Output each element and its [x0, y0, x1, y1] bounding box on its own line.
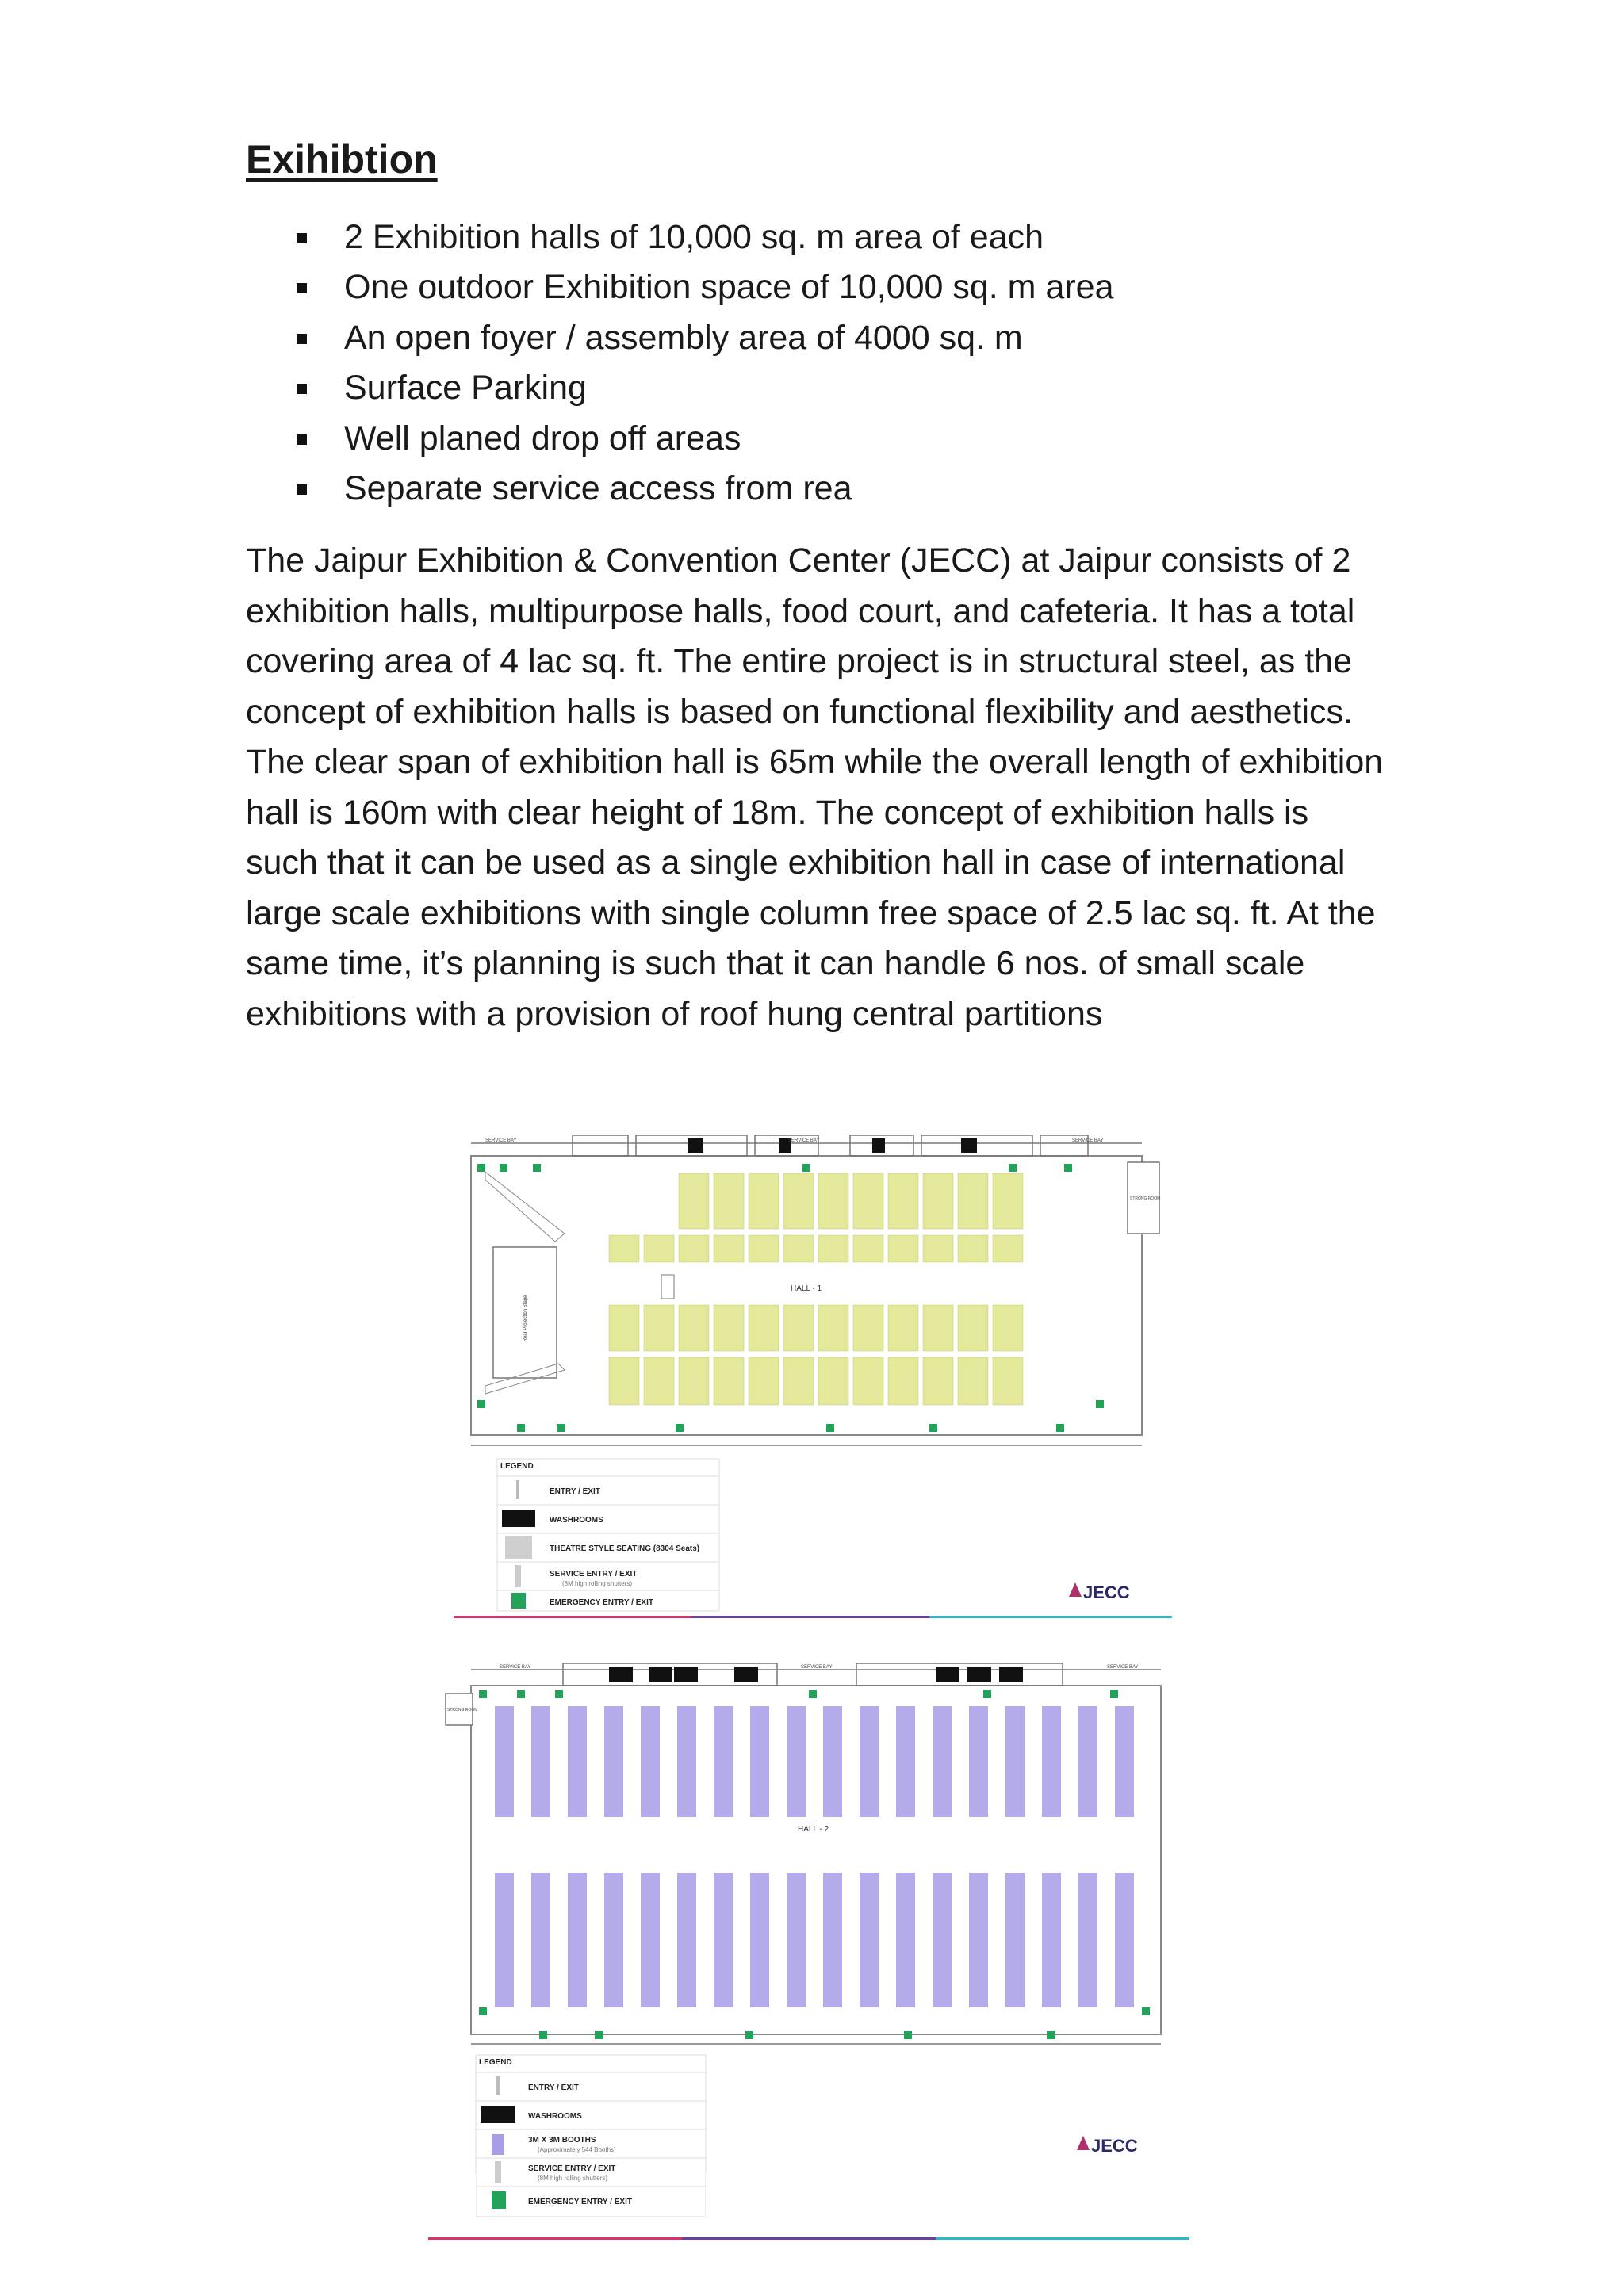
seat-block — [888, 1173, 918, 1229]
emergency-exit-icon — [676, 1424, 684, 1432]
booth-row — [787, 1873, 806, 2007]
booth-icon — [492, 2134, 504, 2155]
seat-block — [679, 1235, 709, 1262]
booth-row — [750, 1706, 769, 1817]
booth-row — [714, 1706, 733, 1817]
seat-block — [679, 1173, 709, 1229]
list-item: One outdoor Exhibition space of 10,000 sq. m area — [297, 262, 1114, 312]
seat-block — [749, 1173, 779, 1229]
seat-block — [749, 1305, 779, 1351]
booth-row — [641, 1873, 660, 2007]
service-bay-label: SERVICE BAY — [500, 1665, 531, 1670]
emergency-exit-icon — [904, 2031, 912, 2039]
legend-item-note: (Approximately 544 Booths) — [538, 2146, 616, 2153]
booth-row — [860, 1873, 879, 2007]
seat-block — [609, 1357, 639, 1405]
seat-block — [749, 1357, 779, 1405]
emergency-exit-icon — [555, 1690, 563, 1698]
booth-row — [933, 1706, 952, 1817]
legend — [497, 1459, 719, 1611]
legend-item-label: ENTRY / EXIT — [550, 1487, 600, 1496]
seat-block — [923, 1173, 953, 1229]
booth-row — [1078, 1873, 1097, 2007]
booth-row — [969, 1873, 988, 2007]
booth-row — [677, 1706, 696, 1817]
legend-item-label: EMERGENCY ENTRY / EXIT — [550, 1598, 653, 1607]
booth-row — [1115, 1706, 1134, 1817]
seat-block — [609, 1235, 639, 1262]
seat-block — [714, 1305, 744, 1351]
seat-block — [853, 1173, 883, 1229]
service-bay-label: SERVICE BAY — [788, 1138, 820, 1143]
seat-block — [958, 1357, 988, 1405]
seat-block — [993, 1305, 1023, 1351]
booth-row — [860, 1706, 879, 1817]
booth-row — [531, 1706, 550, 1817]
booth-row — [714, 1873, 733, 2007]
seat-block — [853, 1305, 883, 1351]
booth-row — [1005, 1873, 1025, 2007]
emergency-exit-icon — [557, 1424, 565, 1432]
emergency-exit-icon — [533, 1164, 541, 1172]
seat-block — [749, 1235, 779, 1262]
booth-row — [568, 1873, 587, 2007]
booth-row — [677, 1873, 696, 2007]
jecc-logo — [1077, 2136, 1138, 2156]
booth-row — [568, 1706, 587, 1817]
service-bay-label: SERVICE BAY — [485, 1138, 517, 1143]
emergency-exit-icon — [1047, 2031, 1055, 2039]
seat-block — [679, 1357, 709, 1405]
emergency-exit-icon — [539, 2031, 547, 2039]
booth-row — [531, 1873, 550, 2007]
legend-title: LEGEND — [479, 2058, 512, 2067]
seat-block — [993, 1235, 1023, 1262]
legend-item-label: EMERGENCY ENTRY / EXIT — [528, 2198, 632, 2206]
booth-rows — [495, 1706, 1134, 2007]
legend-item-label: WASHROOMS — [528, 2112, 582, 2121]
booth-row — [1005, 1706, 1025, 1817]
emergency-exit-icon — [745, 2031, 753, 2039]
legend — [476, 2055, 706, 2174]
seat-block — [888, 1305, 918, 1351]
booth-row — [823, 1706, 842, 1817]
list-item: Well planed drop off areas — [297, 414, 1114, 464]
hall-label: HALL - 2 — [798, 1825, 829, 1834]
emergency-exit-icon — [929, 1424, 937, 1432]
booth-row — [896, 1873, 915, 2007]
booth-row — [1115, 1873, 1134, 2007]
emergency-exit-icon — [477, 1400, 485, 1408]
emergency-exit-icon — [1096, 1400, 1104, 1408]
emergency-exit-icon — [983, 1690, 991, 1698]
seat-block — [993, 1173, 1023, 1229]
emergency-exit-icon — [479, 1690, 487, 1698]
legend-item-label: THEATRE STYLE SEATING (8304 Seats) — [550, 1544, 700, 1553]
seat-block — [958, 1235, 988, 1262]
hall-2-rule — [428, 2237, 1189, 2240]
strong-room-label: STRONG ROOM — [447, 1708, 478, 1712]
booth-row — [896, 1706, 915, 1817]
legend-item-label: SERVICE ENTRY / EXIT — [550, 1570, 638, 1578]
seat-block — [923, 1305, 953, 1351]
emergency-exit-icon — [479, 2007, 487, 2015]
emergency-exit-icon — [492, 2191, 506, 2209]
list-item: Surface Parking — [297, 363, 1114, 413]
section-heading: Exihibtion — [246, 137, 438, 182]
seat-block — [818, 1305, 848, 1351]
seat-block — [644, 1235, 674, 1262]
description-paragraph: The Jaipur Exhibition & Convention Center (JECC) at Jaipur consists of 2 exhibition halls, multipurpose halls, food court, and cafeteria. It has a total covering area of 4 lac sq. ft. The entire project is in structural steel, as the concept of exhibition halls is based on functional flexibility and aesthetics. The clear span of exhibition hall is 65m while the overall length of exhibition hall is 160m with clear height of 18m. The concept of exhibition halls is such that it can be used as a single exhibition hall in case of international large scale exhibitions with single column free space of 2.5 lac sq. ft. At the same time, it’s planning is such that it can handle 6 nos. of small scale exhibitions with a provision of roof hung central partitions — [246, 541, 1384, 1033]
legend-item-label: 3M X 3M BOOTHS — [528, 2136, 596, 2145]
service-bay-label: SERVICE BAY — [1107, 1665, 1139, 1670]
seat-block — [644, 1357, 674, 1405]
emergency-exit-icon — [477, 1164, 485, 1172]
legend-item-note: (8M high rolling shutters) — [562, 1580, 633, 1587]
booth-row — [495, 1706, 514, 1817]
legend-item-label: SERVICE ENTRY / EXIT — [528, 2164, 616, 2173]
seat-block — [679, 1305, 709, 1351]
legend-item-label: WASHROOMS — [550, 1516, 603, 1525]
booth-row — [823, 1873, 842, 2007]
emergency-exit-icon — [1064, 1164, 1072, 1172]
booth-row — [641, 1706, 660, 1817]
seat-block — [714, 1173, 744, 1229]
seat-block — [888, 1357, 918, 1405]
washroom-icon — [688, 1138, 977, 1153]
seat-block — [644, 1305, 674, 1351]
seat-block — [923, 1357, 953, 1405]
booth-row — [604, 1873, 623, 2007]
hall-2-floor-plan — [428, 1659, 1189, 2174]
emergency-exit-icon — [1142, 2007, 1150, 2015]
seat-block — [818, 1357, 848, 1405]
seat-block — [609, 1305, 639, 1351]
seat-block — [783, 1235, 814, 1262]
jecc-logo — [1069, 1582, 1130, 1602]
emergency-exit-icon — [595, 2031, 603, 2039]
features-list — [297, 212, 1114, 514]
emergency-exit-icon — [517, 1424, 525, 1432]
service-bay-label: SERVICE BAY — [801, 1665, 833, 1670]
service-entry-icon — [515, 1565, 521, 1587]
seat-block — [853, 1357, 883, 1405]
seat-block — [818, 1173, 848, 1229]
washroom-icon — [502, 1510, 535, 1527]
seat-block — [888, 1235, 918, 1262]
legend-item-note: (8M high rolling shutters) — [538, 2175, 608, 2182]
booth-row — [787, 1706, 806, 1817]
legend-item-label: ENTRY / EXIT — [528, 2084, 579, 2092]
hall-2-legend-lower — [476, 2158, 706, 2217]
seating-icon — [505, 1536, 532, 1559]
emergency-exit-icon — [809, 1690, 817, 1698]
emergency-exit-icon — [517, 1690, 525, 1698]
booth-row — [1042, 1873, 1061, 2007]
booth-row — [969, 1706, 988, 1817]
logo-text: JECC — [1083, 1582, 1130, 1602]
seat-block — [923, 1235, 953, 1262]
seat-block — [993, 1357, 1023, 1405]
booth-row — [604, 1706, 623, 1817]
emergency-exit-icon — [1056, 1424, 1064, 1432]
strong-room-label: STRONG ROOM — [1130, 1196, 1161, 1201]
booth-row — [1078, 1706, 1097, 1817]
emergency-exit-icon — [500, 1164, 508, 1172]
washroom-icon — [481, 2106, 515, 2123]
seat-block — [958, 1173, 988, 1229]
booth-row — [933, 1873, 952, 2007]
booth-row — [1042, 1706, 1061, 1817]
entry-exit-icon — [516, 1480, 519, 1499]
service-entry-icon — [495, 2161, 501, 2183]
hall-1-floor-plan — [454, 1132, 1172, 1625]
legend-title: LEGEND — [500, 1462, 534, 1471]
logo-text: JECC — [1091, 2136, 1138, 2156]
seat-block — [714, 1235, 744, 1262]
list-item: Separate service access from rea — [297, 464, 1114, 514]
list-item: 2 Exhibition halls of 10,000 sq. m area of each — [297, 212, 1114, 262]
entry-exit-icon — [496, 2076, 500, 2095]
service-bay-label: SERVICE BAY — [1072, 1138, 1104, 1143]
seat-block — [783, 1305, 814, 1351]
emergency-exit-icon — [1110, 1690, 1118, 1698]
booth-row — [495, 1873, 514, 2007]
seat-block — [783, 1357, 814, 1405]
seat-block — [958, 1305, 988, 1351]
list-item: An open foyer / assembly area of 4000 sq. m — [297, 313, 1114, 363]
seat-block — [853, 1235, 883, 1262]
emergency-exit-icon — [1009, 1164, 1017, 1172]
seat-block — [818, 1235, 848, 1262]
emergency-exit-icon — [511, 1593, 526, 1609]
seat-block — [714, 1357, 744, 1405]
emergency-exit-icon — [802, 1164, 810, 1172]
stage-label: Rear Projection Stage — [523, 1295, 528, 1342]
hall-label: HALL - 1 — [791, 1284, 822, 1293]
seat-block — [783, 1173, 814, 1229]
emergency-exit-icon — [826, 1424, 834, 1432]
booth-row — [750, 1873, 769, 2007]
